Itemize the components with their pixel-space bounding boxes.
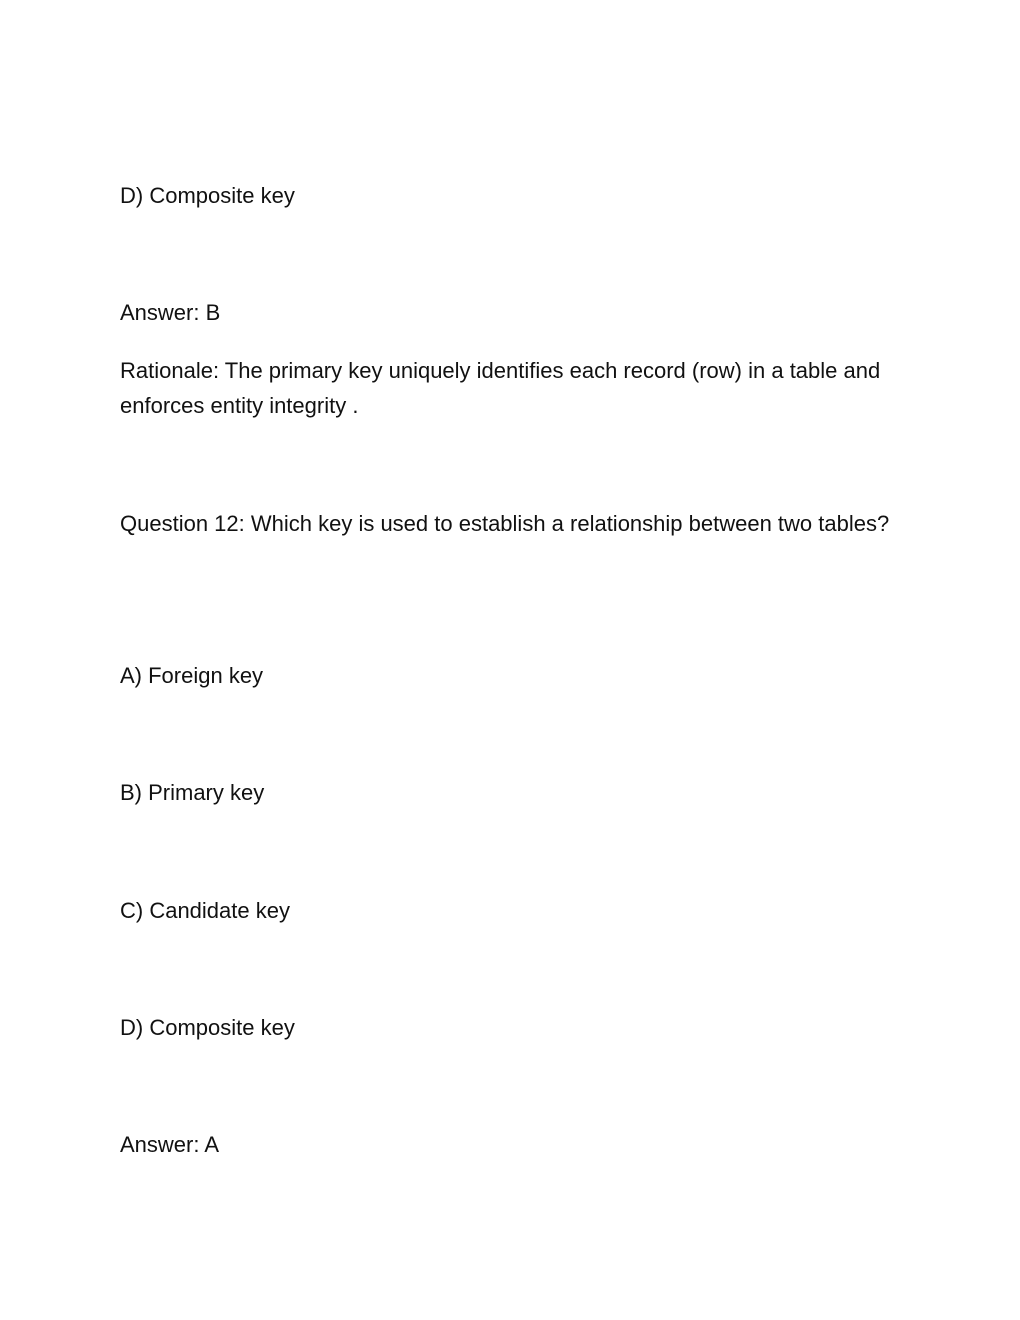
previous-rationale: Rationale: The primary key uniquely identifies each record (row) in a table and enforces entity integrity . bbox=[120, 358, 881, 418]
question-12-text: Question 12: Which key is used to establish a relationship between two tables? bbox=[120, 511, 890, 536]
option-a: A) Foreign key bbox=[120, 663, 264, 688]
option-b: B) Primary key bbox=[120, 780, 265, 805]
option-c: C) Candidate key bbox=[120, 898, 290, 923]
answer: Answer: A bbox=[120, 1132, 220, 1157]
previous-option-d: D) Composite key bbox=[120, 183, 295, 208]
previous-answer: Answer: B bbox=[120, 300, 221, 325]
option-d: D) Composite key bbox=[120, 1015, 295, 1040]
